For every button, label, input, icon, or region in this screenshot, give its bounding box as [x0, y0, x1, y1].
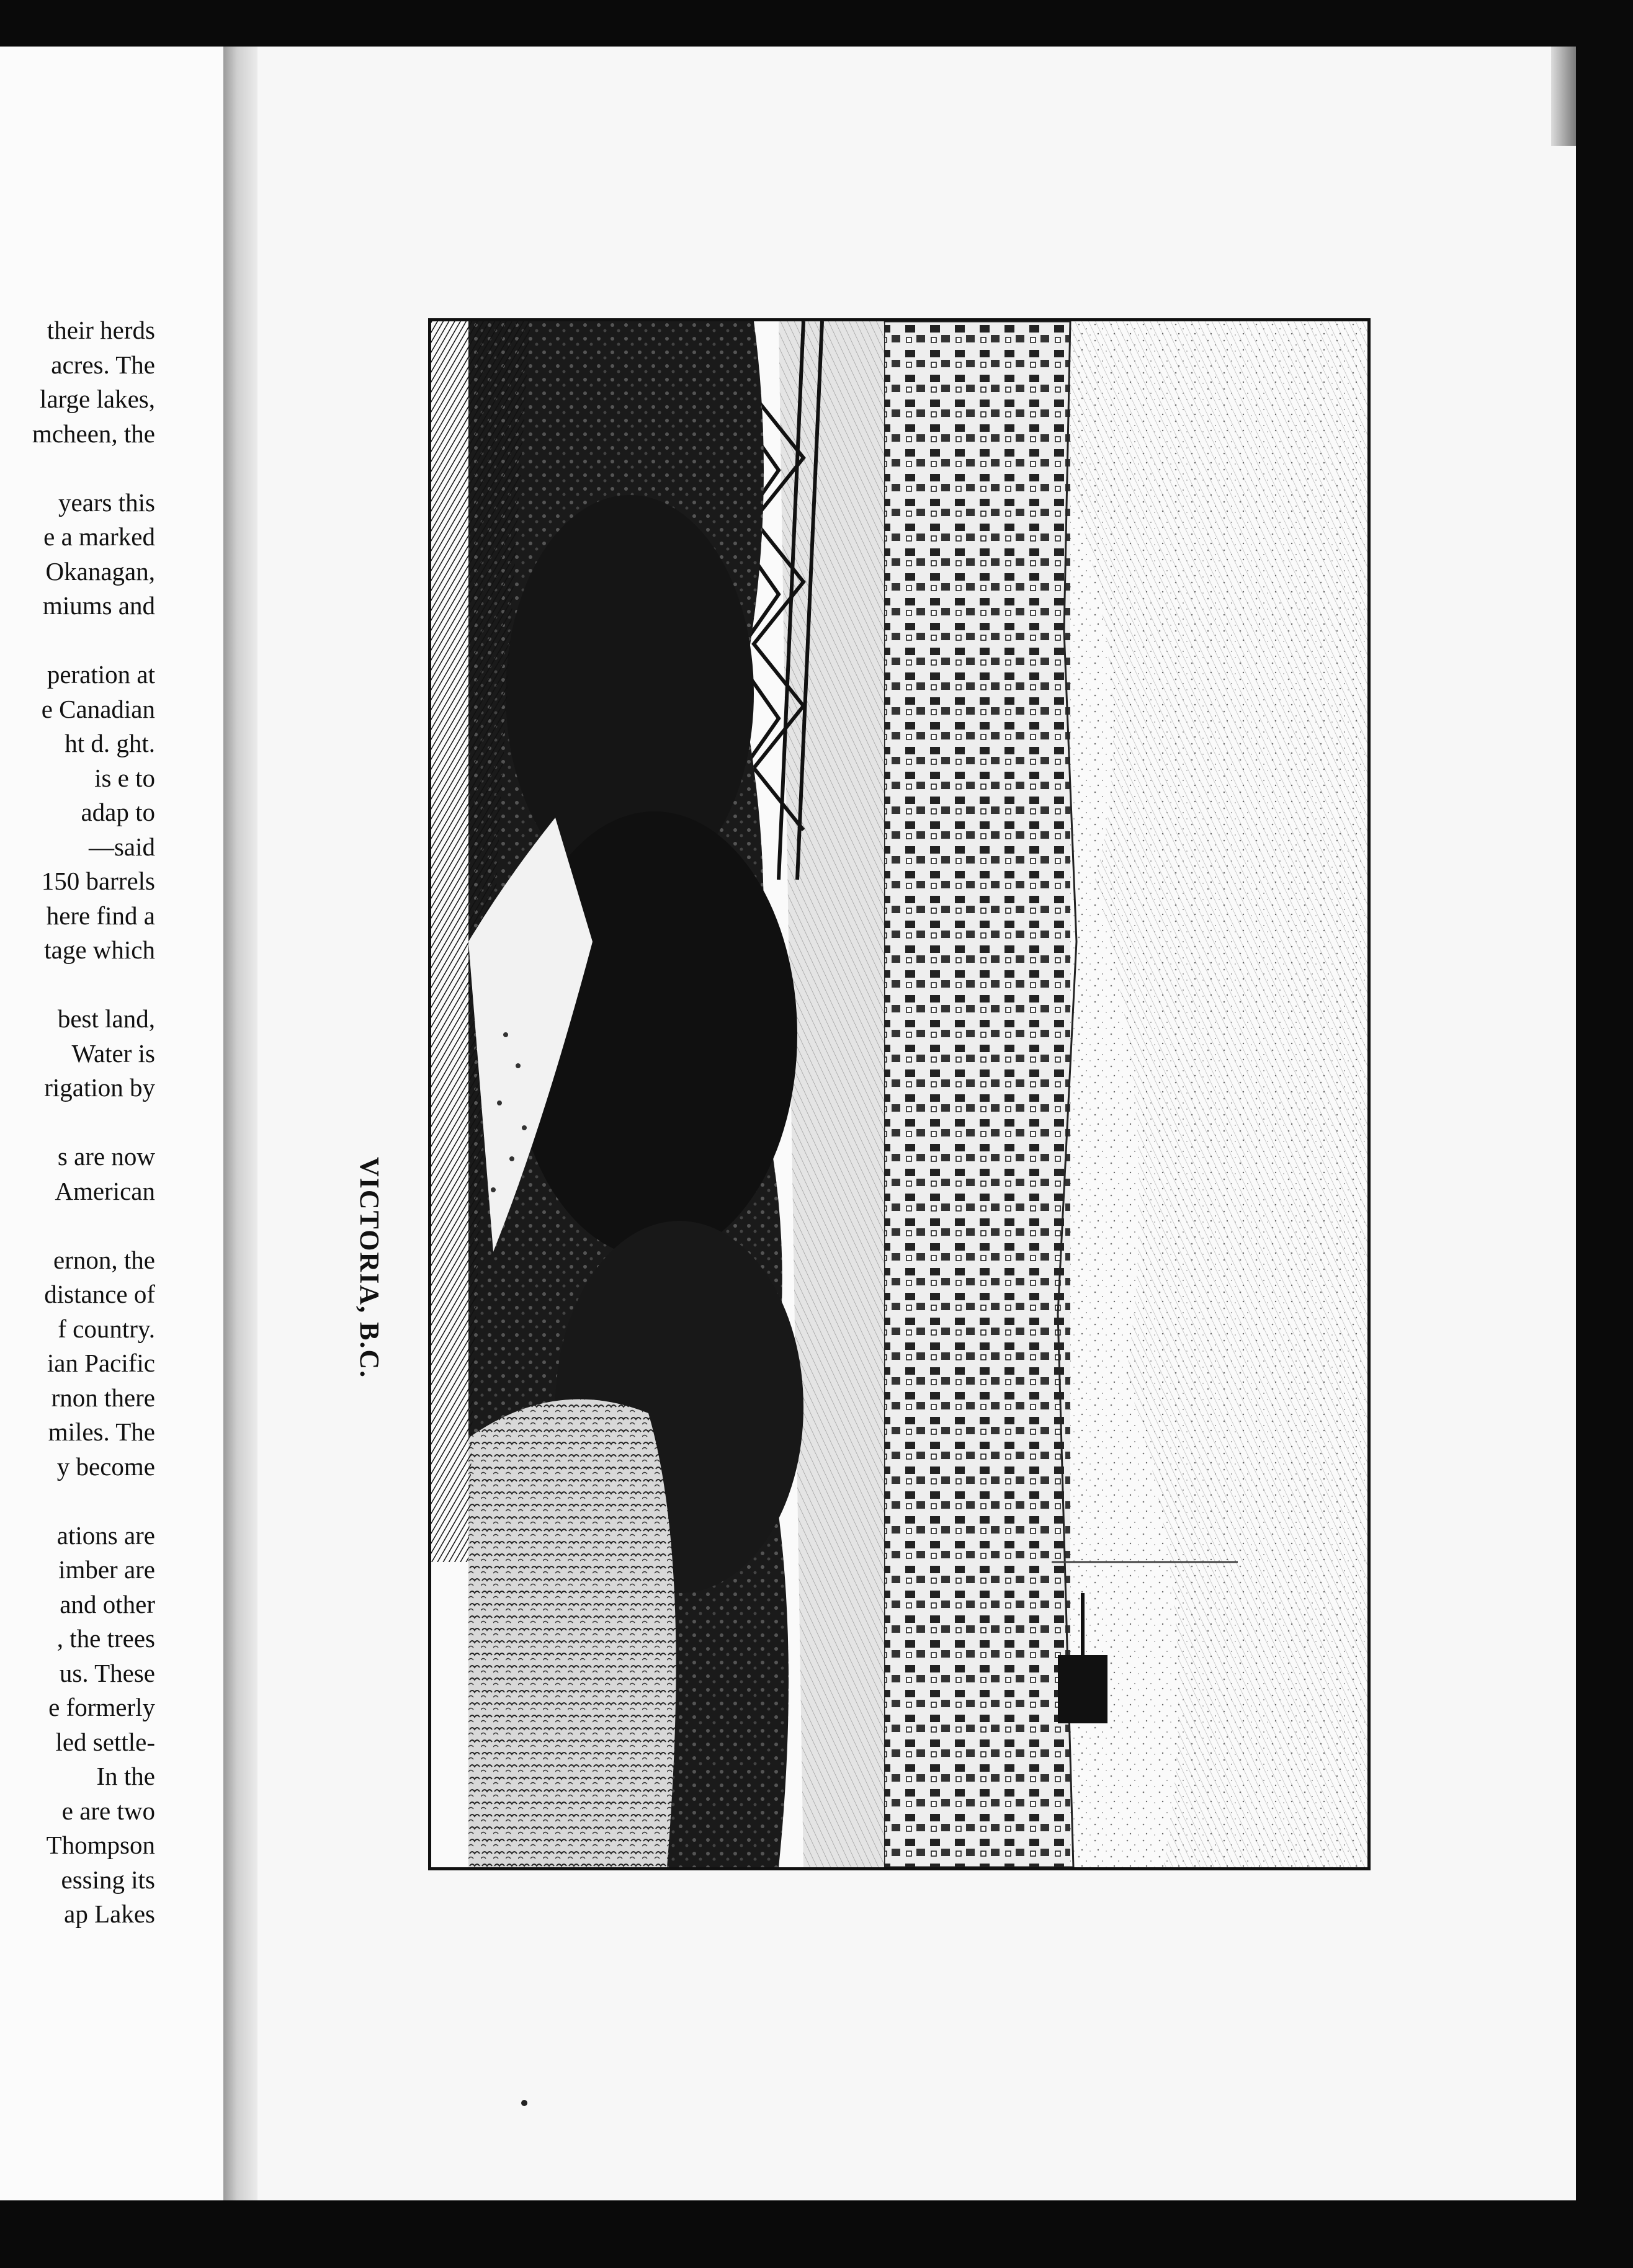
previous-page-line: their herds [47, 316, 155, 344]
previous-page-line: Water is [71, 1038, 155, 1068]
previous-page-line [0, 1208, 155, 1243]
previous-page-line: rnon there [51, 1383, 155, 1412]
previous-page-line: ian Pacific [47, 1349, 155, 1377]
previous-page-line: 150 barrels [41, 867, 155, 895]
previous-page-line: —said [88, 832, 155, 861]
previous-page-line: essing its [61, 1865, 155, 1894]
previous-page-line: , the trees [56, 1624, 155, 1653]
previous-page-line: e formerly [48, 1693, 155, 1721]
previous-page-line: imber are [58, 1555, 155, 1584]
previous-page-line: y become [56, 1452, 155, 1481]
previous-page-line: and other [60, 1589, 155, 1618]
previous-page-line: American [55, 1176, 155, 1205]
page-edge-shadow [1551, 47, 1576, 146]
previous-page-line: acres. The [51, 350, 155, 379]
previous-page-line: here find a [46, 901, 155, 930]
previous-page-line: e are two [61, 1796, 155, 1825]
previous-page-line: years this [58, 488, 155, 517]
book-gutter [223, 47, 257, 2200]
previous-page-line: rigation by [44, 1073, 155, 1102]
previous-page-line: peration at [47, 660, 155, 689]
engraving-illustration [431, 321, 1367, 1867]
previous-page-line: ap Lakes [64, 1900, 155, 1928]
previous-page-line: In the [96, 1762, 155, 1790]
previous-page-line: is e to [94, 763, 155, 792]
previous-page-line [0, 1484, 155, 1519]
page-speck [521, 2100, 527, 2106]
previous-page-line: Okanagan, [45, 556, 155, 586]
previous-page-line: us. These [59, 1658, 155, 1687]
previous-page-line [0, 968, 155, 1002]
previous-page-line [0, 1105, 155, 1140]
current-page [257, 47, 1576, 2200]
previous-page-line [0, 623, 155, 658]
previous-page-text [0, 313, 155, 1932]
previous-page-line: e Canadian [41, 694, 155, 723]
previous-page-line: Thompson [46, 1831, 155, 1859]
previous-page-line: ht d. ght. [65, 729, 155, 757]
previous-page [0, 47, 228, 2200]
previous-page-line: adap to [81, 798, 155, 826]
previous-page-line: led settle- [55, 1727, 155, 1756]
previous-page-line: f country. [58, 1314, 155, 1343]
previous-page-line: best land, [57, 1004, 155, 1033]
previous-page-line: large lakes, [40, 385, 155, 413]
previous-page-line [0, 451, 155, 486]
previous-page-line: mcheen, the [32, 419, 155, 448]
victoria-engraving [428, 318, 1371, 1870]
previous-page-line: e a marked [43, 522, 155, 551]
previous-page-line: ernon, the [53, 1245, 155, 1274]
previous-page-line: tage which [44, 935, 155, 964]
previous-page-line: miles. The [48, 1418, 155, 1446]
previous-page-line: miums and [42, 591, 155, 620]
plate-caption-text: VICTORIA, B.C. [354, 1157, 385, 1379]
previous-page-line: s are now [57, 1142, 155, 1171]
previous-page-line: ations are [56, 1520, 155, 1550]
previous-page-line: distance of [44, 1280, 155, 1308]
